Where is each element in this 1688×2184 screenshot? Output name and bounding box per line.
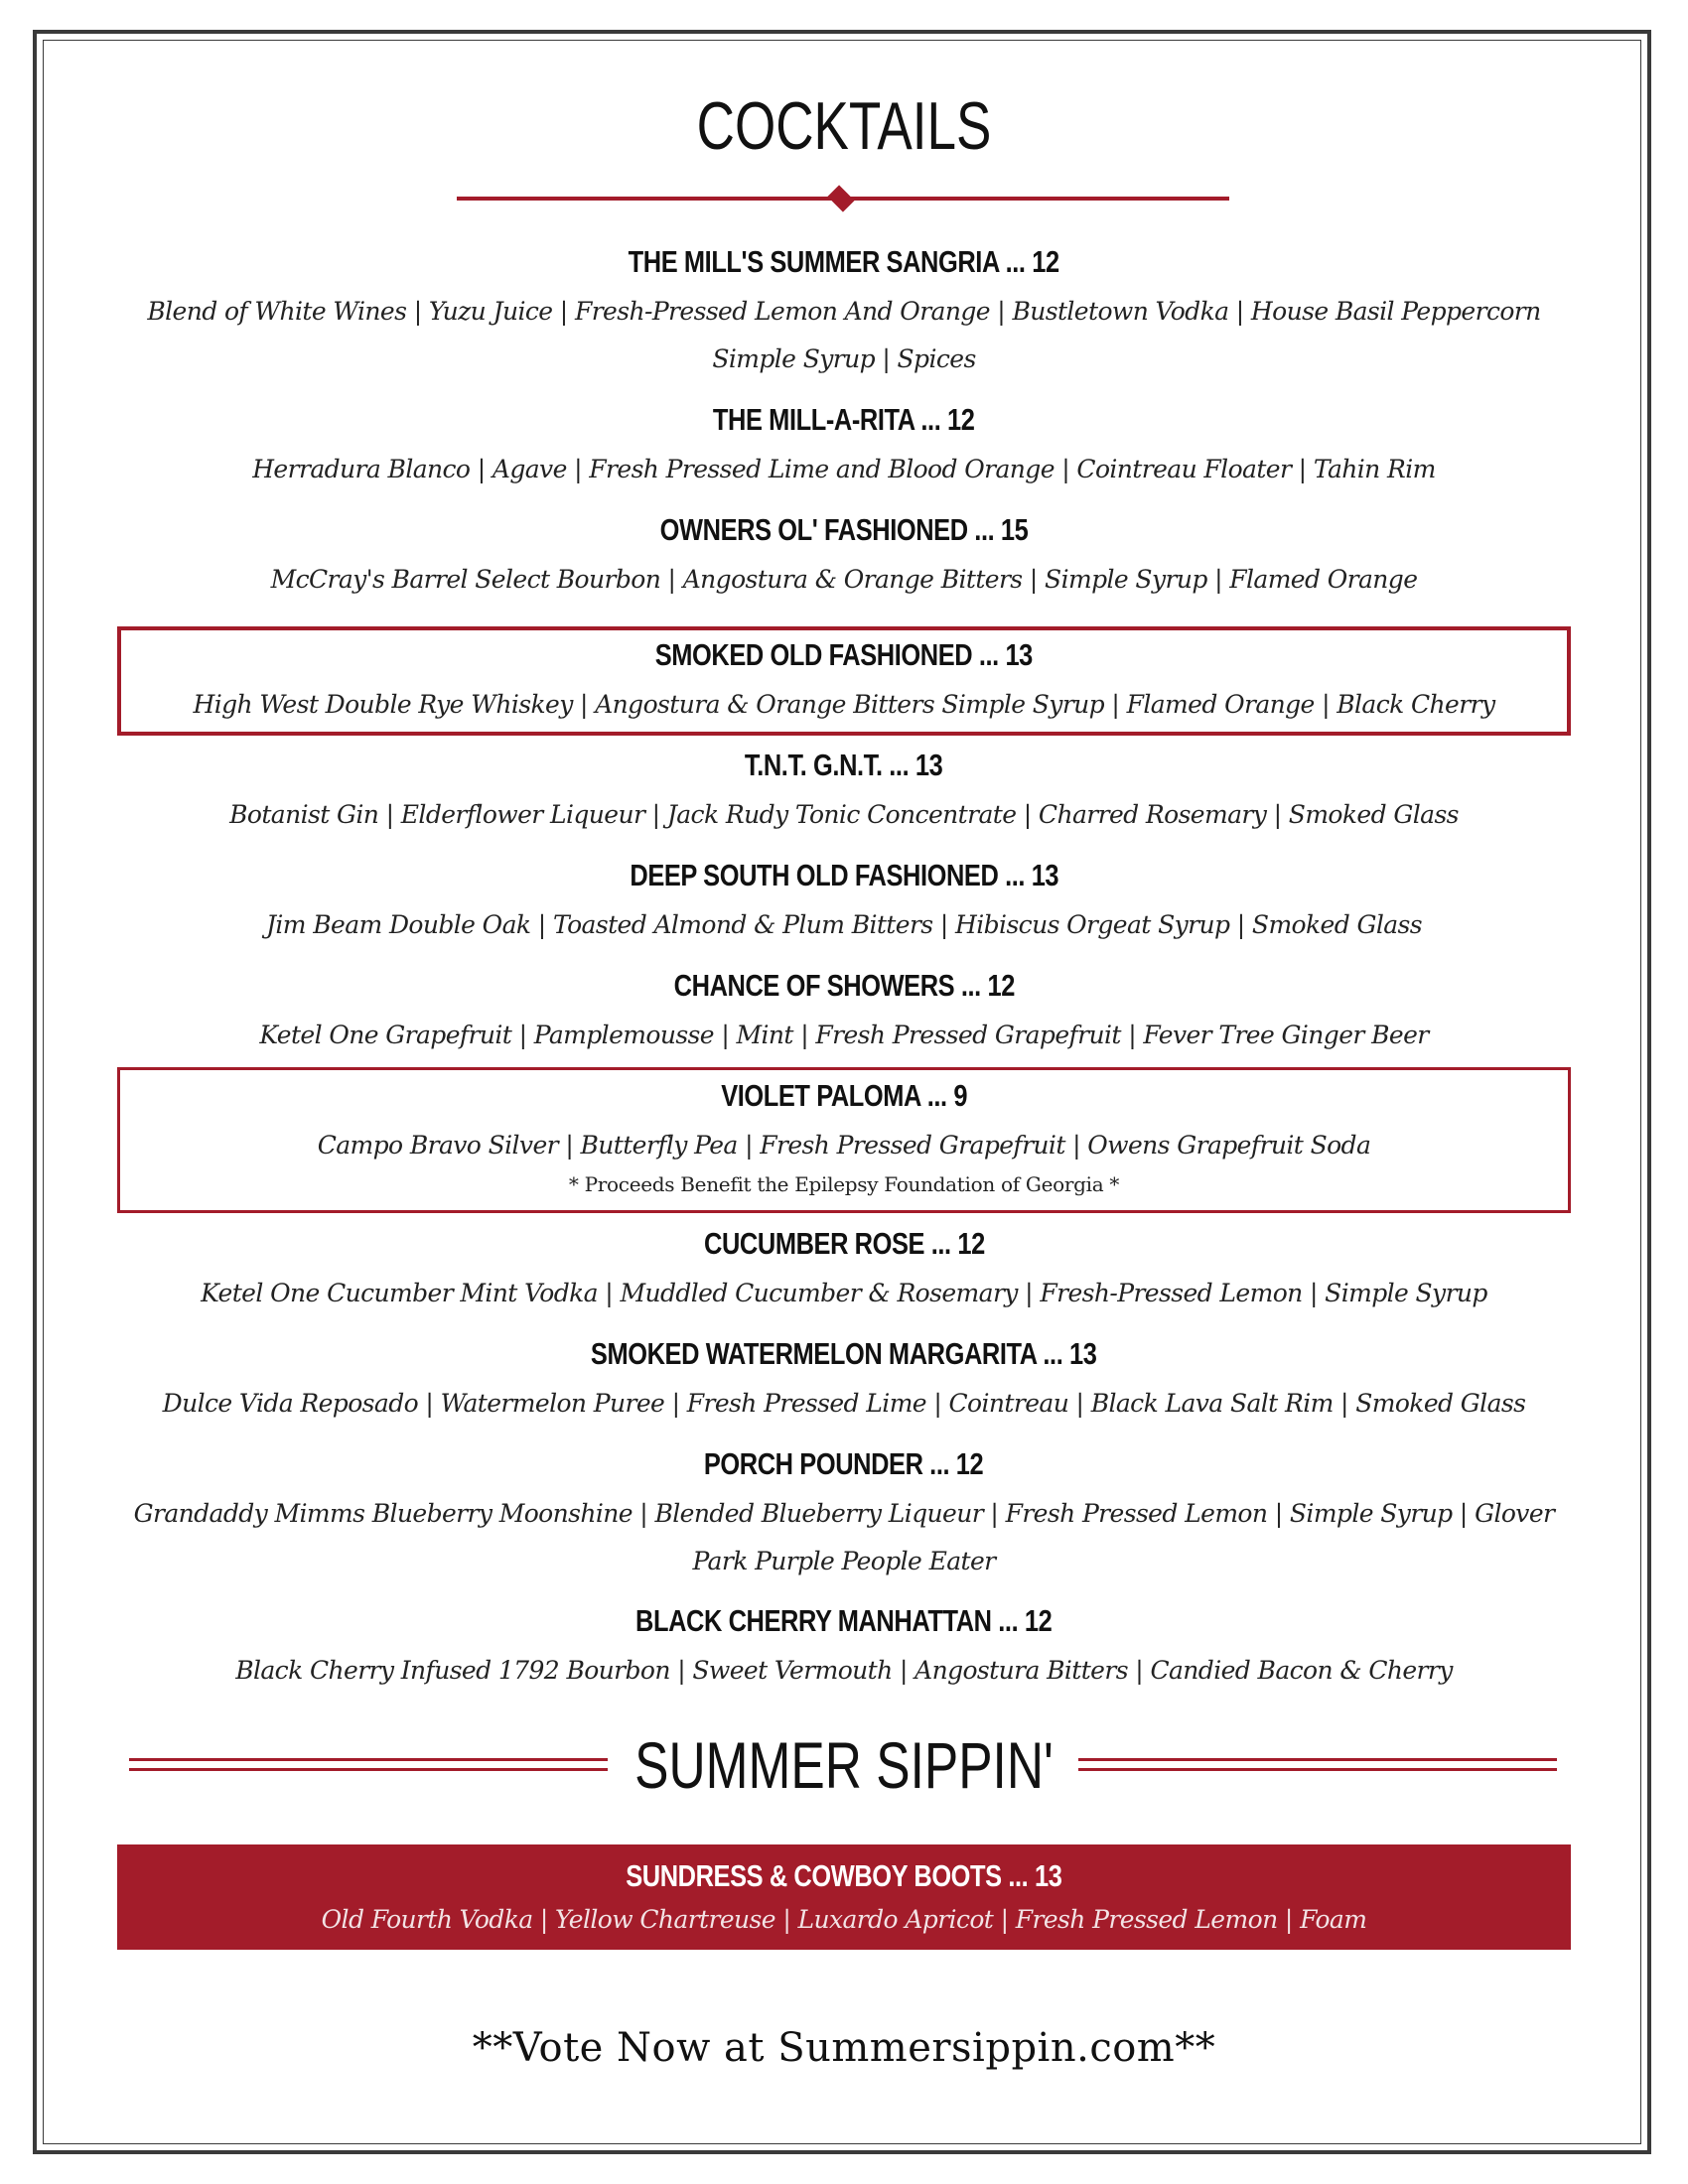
menu-item-name: VIOLET PALOMA ... 9 [721, 1078, 967, 1113]
menu-item-name: T.N.T. G.N.T. ... 13 [745, 748, 943, 782]
menu-item [119, 510, 1569, 604]
menu-item-highlighted [119, 635, 1569, 729]
menu-item [119, 1334, 1569, 1428]
menu-item-description: Ketel One Cucumber Mint Vodka | Muddled Cucumber & Rosemary | Fresh-Pressed Lemon | Simple Syrup [201, 1279, 1487, 1307]
menu-item [119, 856, 1569, 949]
menu-item [119, 746, 1569, 839]
menu-item [119, 400, 1569, 493]
menu-item-name: THE MILL-A-RITA ... 12 [713, 402, 975, 437]
menu-item [119, 1444, 1569, 1585]
menu-item-name: CUCUMBER ROSE ... 12 [703, 1226, 985, 1261]
vote-callout: **Vote Now at Summersippin.com** [472, 2025, 1216, 2071]
menu-item-highlighted [119, 1076, 1569, 1199]
menu-item-description: Jim Beam Double Oak | Toasted Almond & Plum Bitters | Hibiscus Orgeat Syrup | Smoked Glass [265, 910, 1423, 939]
menu-item-description: Campo Bravo Silver | Butterfly Pea | Fresh Pressed Grapefruit | Owens Grapefruit Soda [317, 1131, 1371, 1160]
page-title: COCKTAILS [696, 88, 992, 164]
featured-item-name: SUNDRESS & COWBOY BOOTS ... 13 [626, 1858, 1062, 1893]
menu-item-description: Grandaddy Mimms Blueberry Moonshine | Blended Blueberry Liqueur | Fresh Pressed Lemon | Simple Syrup | Glover Park Purple People Eater [133, 1499, 1555, 1575]
menu-item-description: Black Cherry Infused 1792 Bourbon | Sweet Vermouth | Angostura Bitters | Candied Bacon & Cherry [235, 1656, 1453, 1685]
menu-item [119, 242, 1569, 383]
menu-item-description: Ketel One Grapefruit | Pamplemousse | Mint | Fresh Pressed Grapefruit | Fever Tree Ginger Beer [259, 1021, 1429, 1049]
menu-item-note: * Proceeds Benefit the Epilepsy Foundation of Georgia * [568, 1172, 1120, 1196]
menu-item-name: CHANCE OF SHOWERS ... 12 [673, 968, 1015, 1003]
menu-item-description: Herradura Blanco | Agave | Fresh Pressed Lime and Blood Orange | Cointreau Floater | Tahin Rim [252, 455, 1436, 483]
menu-item-description: High West Double Rye Whiskey | Angostura & Orange Bitters Simple Syrup | Flamed Orange | Black Cherry [193, 690, 1495, 719]
menu-item-description: Dulce Vida Reposado | Watermelon Puree | Fresh Pressed Lime | Cointreau | Black Lava Salt Rim | Smoked Glass [162, 1389, 1526, 1418]
menu-item-name: BLACK CHERRY MANHATTAN ... 12 [635, 1603, 1053, 1638]
menu-item [119, 1224, 1569, 1317]
menu-item-name: OWNERS OL' FASHIONED ... 15 [659, 512, 1029, 547]
menu-item-name: SMOKED WATERMELON MARGARITA ... 13 [591, 1336, 1097, 1371]
menu-item-name: THE MILL'S SUMMER SANGRIA ... 12 [628, 244, 1060, 279]
menu-item [119, 966, 1569, 1059]
menu-item-name: SMOKED OLD FASHIONED ... 13 [654, 637, 1034, 672]
section-title: SUMMER SIPPIN' [634, 1728, 1054, 1802]
menu-item [119, 1601, 1569, 1695]
menu-item-name: PORCH POUNDER ... 12 [704, 1446, 984, 1481]
featured-item-description: Old Fourth Vodka | Yellow Chartreuse | Luxardo Apricot | Fresh Pressed Lemon | Foam [321, 1905, 1367, 1934]
menu-item-description: McCray's Barrel Select Bourbon | Angostura & Orange Bitters | Simple Syrup | Flamed Orange [270, 565, 1418, 594]
menu-item-description: Botanist Gin | Elderflower Liqueur | Jack Rudy Tonic Concentrate | Charred Rosemary | Smoked Glass [229, 800, 1459, 829]
menu-item-description: Blend of White Wines | Yuzu Juice | Fresh-Pressed Lemon And Orange | Bustletown Vodka | House Basil Peppercorn Simple Syrup | Spices [147, 297, 1541, 373]
featured-item [117, 1844, 1571, 1950]
menu-item-name: DEEP SOUTH OLD FASHIONED ... 13 [630, 858, 1058, 892]
